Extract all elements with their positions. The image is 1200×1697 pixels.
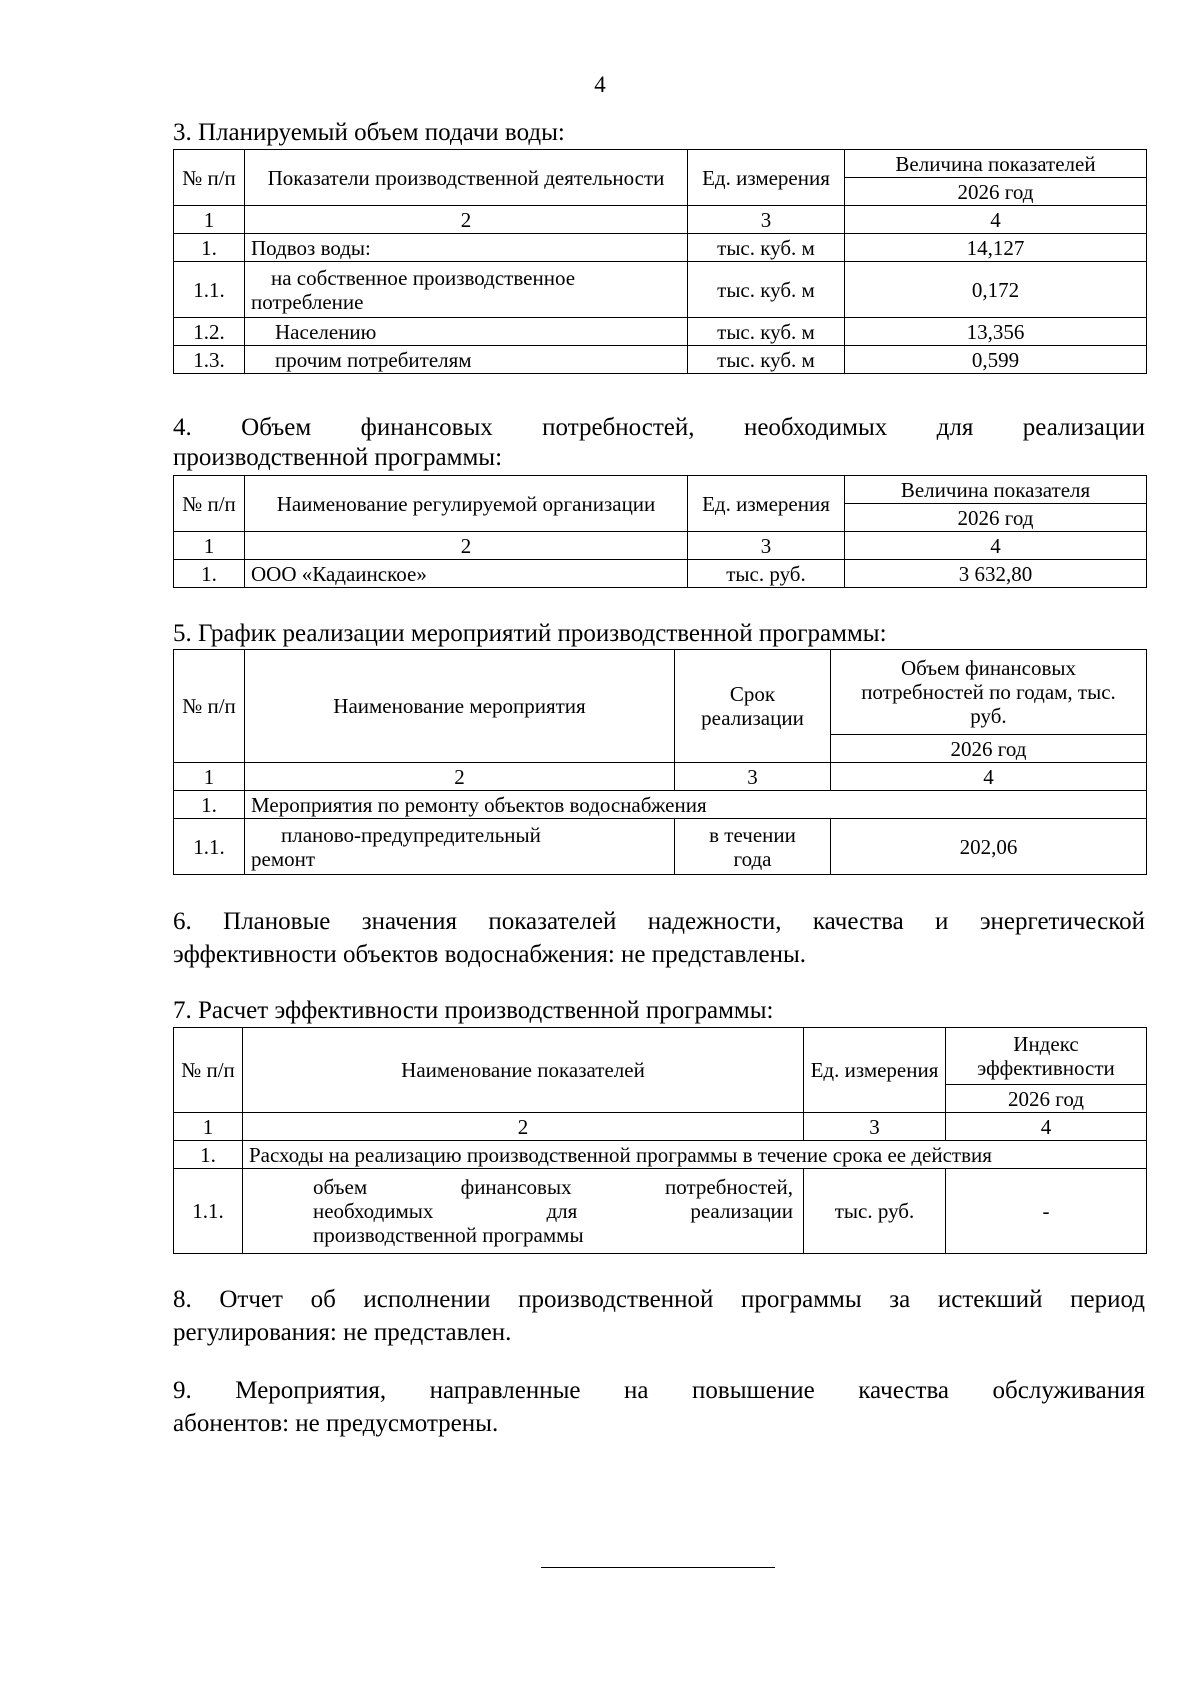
row-name-line1: планово-предупредительный	[281, 822, 541, 847]
row-value: -	[946, 1169, 1147, 1254]
row-name-line1: объем финансовых потребностей,	[313, 1175, 793, 1199]
table-row	[174, 318, 1147, 346]
index-cell: 2	[245, 532, 688, 560]
header-num: № п/п	[174, 650, 245, 763]
index-cell: 1	[174, 206, 245, 234]
table-row	[174, 1141, 1147, 1169]
section-4-heading-line2: производственной программы:	[173, 444, 503, 471]
schedule-table	[173, 649, 1147, 875]
header-year: 2026 год	[845, 504, 1147, 532]
row-num: 1.	[174, 234, 245, 262]
row-num: 1.	[174, 791, 245, 819]
group-name: Расходы на реализацию производственной программы в течение срока ее действия	[243, 1141, 1147, 1169]
table-row	[174, 1169, 1147, 1254]
efficiency-table	[173, 1027, 1147, 1254]
header-name: Наименование показателей	[243, 1028, 804, 1113]
index-cell: 4	[831, 763, 1147, 791]
header-value: Индекс эффективности	[946, 1028, 1147, 1085]
row-value: 0,599	[845, 346, 1147, 374]
section-6-line1: 6. Плановые значения показателей надежности, качества и энергетической	[173, 908, 1145, 935]
header-value: Величина показателей	[845, 150, 1147, 178]
row-num: 1.1.	[174, 819, 245, 875]
section-6-line2: эффективности объектов водоснабжения: не представлены.	[173, 941, 806, 968]
row-name	[243, 1169, 804, 1254]
table-row	[174, 819, 1147, 875]
index-cell: 2	[245, 206, 688, 234]
row-name-line3: производственной программы	[313, 1223, 584, 1247]
row-unit: тыс. куб. м	[688, 234, 845, 262]
section-7-heading: 7. Расчет эффективности производственной программы:	[173, 997, 774, 1024]
index-cell: 3	[688, 532, 845, 560]
row-name-line2: необходимых для реализации	[313, 1199, 793, 1223]
header-term: Срок реализации	[675, 650, 831, 763]
header-unit: Ед. измерения	[688, 150, 845, 206]
table-row	[174, 791, 1147, 819]
row-num: 1.	[174, 1141, 243, 1169]
closing-separator-line	[541, 1567, 775, 1568]
water-supply-table	[173, 149, 1147, 374]
header-value: Объем финансовых потребностей по годам, тыс. руб.	[831, 650, 1147, 735]
index-cell: 2	[245, 763, 675, 791]
index-cell: 4	[845, 532, 1147, 560]
index-cell: 2	[243, 1113, 804, 1141]
row-num: 1.	[174, 560, 245, 588]
index-cell: 4	[946, 1113, 1147, 1141]
row-unit: тыс. куб. м	[688, 262, 845, 318]
header-num: № п/п	[174, 476, 245, 532]
row-unit: тыс. куб. м	[688, 318, 845, 346]
section-9-line2: абонентов: не предусмотрены.	[173, 1410, 499, 1437]
group-name: Мероприятия по ремонту объектов водоснабжения	[245, 791, 1147, 819]
header-name: Показатели производственной деятельности	[245, 150, 688, 206]
row-name: прочим потребителям	[245, 346, 688, 374]
header-num: № п/п	[174, 150, 245, 206]
header-year: 2026 год	[831, 735, 1147, 763]
row-unit: тыс. руб.	[688, 560, 845, 588]
row-name: ООО «Кадаинское»	[245, 560, 688, 588]
header-value: Величина показателя	[845, 476, 1147, 504]
index-cell: 1	[174, 532, 245, 560]
row-name	[245, 819, 675, 875]
row-name: Подвоз воды:	[245, 234, 688, 262]
row-num: 1.1.	[174, 262, 245, 318]
row-value: 13,356	[845, 318, 1147, 346]
row-name-line2: ремонт	[251, 846, 316, 871]
page-number: 4	[594, 72, 606, 97]
row-value: 202,06	[831, 819, 1147, 875]
section-4-heading-line1: 4. Объем финансовых потребностей, необходимых для реализации	[173, 414, 1145, 441]
section-8-line1: 8. Отчет об исполнении производственной программы за истекший период	[173, 1286, 1145, 1313]
section-9-line1: 9. Мероприятия, направленные на повышение качества обслуживания	[173, 1377, 1145, 1404]
section-6-text	[173, 905, 1145, 971]
row-value: 0,172	[845, 262, 1147, 318]
table-row	[174, 234, 1147, 262]
index-cell: 3	[688, 206, 845, 234]
row-name: Населению	[245, 318, 688, 346]
index-cell: 4	[845, 206, 1147, 234]
row-value: 3 632,80	[845, 560, 1147, 588]
row-num: 1.3.	[174, 346, 245, 374]
table-row	[174, 346, 1147, 374]
index-cell: 3	[675, 763, 831, 791]
header-unit: Ед. измерения	[688, 476, 845, 532]
row-num: 1.2.	[174, 318, 245, 346]
row-num: 1.1.	[174, 1169, 243, 1254]
row-unit: тыс. куб. м	[688, 346, 845, 374]
table-row	[174, 560, 1147, 588]
section-3-heading: 3. Планируемый объем подачи воды:	[173, 119, 565, 146]
table-row	[174, 262, 1147, 318]
index-cell: 1	[174, 763, 245, 791]
index-cell: 3	[804, 1113, 946, 1141]
index-cell: 1	[174, 1113, 243, 1141]
section-8-line2: регулирования: не представлен.	[173, 1319, 512, 1346]
row-name: на собственное производственное потребление	[245, 262, 688, 318]
row-value: 14,127	[845, 234, 1147, 262]
header-num: № п/п	[174, 1028, 243, 1113]
header-year: 2026 год	[845, 178, 1147, 206]
financial-needs-table	[173, 475, 1147, 588]
section-5-heading: 5. График реализации мероприятий производственной программы:	[173, 620, 887, 647]
section-9-text	[173, 1374, 1145, 1440]
header-unit: Ед. измерения	[804, 1028, 946, 1113]
header-year: 2026 год	[946, 1085, 1147, 1113]
row-term: в течении года	[675, 819, 831, 875]
section-8-text	[173, 1283, 1145, 1349]
header-name: Наименование регулируемой организации	[245, 476, 688, 532]
header-name: Наименование мероприятия	[245, 650, 675, 763]
row-unit: тыс. руб.	[804, 1169, 946, 1254]
